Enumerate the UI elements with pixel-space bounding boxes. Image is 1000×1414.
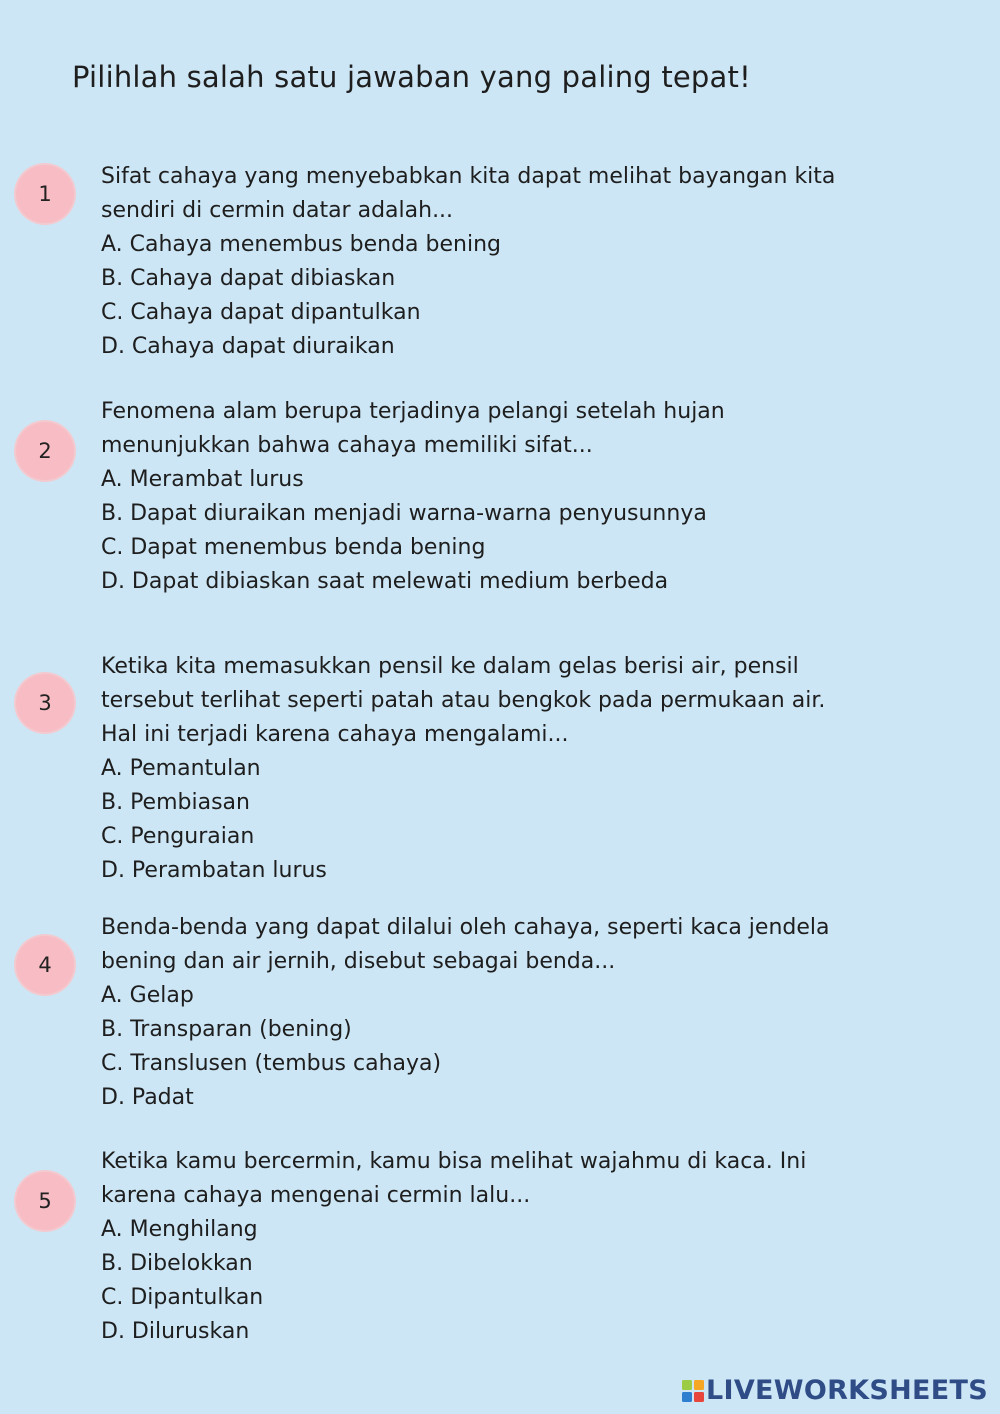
question-line: Ketika kamu bercermin, kamu bisa melihat wajahmu di kaca. Ini <box>101 1149 807 1174</box>
question-line: Hal ini terjadi karena cahaya mengalami... <box>101 722 569 747</box>
question-line: bening dan air jernih, disebut sebagai benda... <box>101 949 616 974</box>
question-text <box>101 911 861 1115</box>
answer-option-b[interactable]: B. Dapat diuraikan menjadi warna-warna penyusunnya <box>101 501 707 526</box>
answer-option-b[interactable]: B. Pembiasan <box>101 790 250 815</box>
question-line: Fenomena alam berupa terjadinya pelangi setelah hujan <box>101 399 725 424</box>
logo-square <box>682 1392 692 1402</box>
answer-option-c[interactable]: C. Dipantulkan <box>101 1285 264 1310</box>
answer-option-d[interactable]: D. Perambatan lurus <box>101 858 327 883</box>
answer-option-d[interactable]: D. Diluruskan <box>101 1319 250 1344</box>
question-number-badge: 5 <box>16 1172 74 1230</box>
answer-option-d[interactable]: D. Padat <box>101 1085 194 1110</box>
answer-option-a[interactable]: A. Merambat lurus <box>101 467 304 492</box>
answer-option-d[interactable]: D. Cahaya dapat diuraikan <box>101 334 395 359</box>
question-line: sendiri di cermin datar adalah... <box>101 198 454 223</box>
brand-name: LIVEWORKSHEETS <box>705 1375 988 1406</box>
answer-option-c[interactable]: C. Cahaya dapat dipantulkan <box>101 300 421 325</box>
question-text <box>101 395 861 599</box>
question-line: menunjukkan bahwa cahaya memiliki sifat... <box>101 433 593 458</box>
question-text <box>101 1145 861 1349</box>
liveworksheets-logo <box>682 1375 988 1406</box>
answer-option-c[interactable]: C. Translusen (tembus cahaya) <box>101 1051 442 1076</box>
question-number-badge: 4 <box>16 936 74 994</box>
logo-square <box>694 1392 704 1402</box>
liveworksheets-logo-icon <box>682 1380 704 1402</box>
answer-option-a[interactable]: A. Gelap <box>101 983 194 1008</box>
question-line: tersebut terlihat seperti patah atau bengkok pada permukaan air. <box>101 688 826 713</box>
question-text <box>101 160 861 364</box>
logo-square <box>682 1380 692 1390</box>
page-title: Pilihlah salah satu jawaban yang paling tepat! <box>72 60 751 94</box>
question-number-badge: 2 <box>16 422 74 480</box>
answer-option-a[interactable]: A. Cahaya menembus benda bening <box>101 232 501 257</box>
question-line: Sifat cahaya yang menyebabkan kita dapat melihat bayangan kita <box>101 164 836 189</box>
answer-option-a[interactable]: A. Menghilang <box>101 1217 258 1242</box>
answer-option-b[interactable]: B. Transparan (bening) <box>101 1017 352 1042</box>
question-text <box>101 650 861 888</box>
question-line: karena cahaya mengenai cermin lalu... <box>101 1183 531 1208</box>
question-line: Ketika kita memasukkan pensil ke dalam gelas berisi air, pensil <box>101 654 799 679</box>
question-number-badge: 3 <box>16 674 74 732</box>
answer-option-a[interactable]: A. Pemantulan <box>101 756 261 781</box>
question-number-badge: 1 <box>16 165 74 223</box>
answer-option-b[interactable]: B. Cahaya dapat dibiaskan <box>101 266 396 291</box>
answer-option-d[interactable]: D. Dapat dibiaskan saat melewati medium berbeda <box>101 569 669 594</box>
question-line: Benda-benda yang dapat dilalui oleh cahaya, seperti kaca jendela <box>101 915 830 940</box>
answer-option-c[interactable]: C. Dapat menembus benda bening <box>101 535 486 560</box>
answer-option-c[interactable]: C. Penguraian <box>101 824 255 849</box>
logo-square <box>694 1380 704 1390</box>
answer-option-b[interactable]: B. Dibelokkan <box>101 1251 253 1276</box>
